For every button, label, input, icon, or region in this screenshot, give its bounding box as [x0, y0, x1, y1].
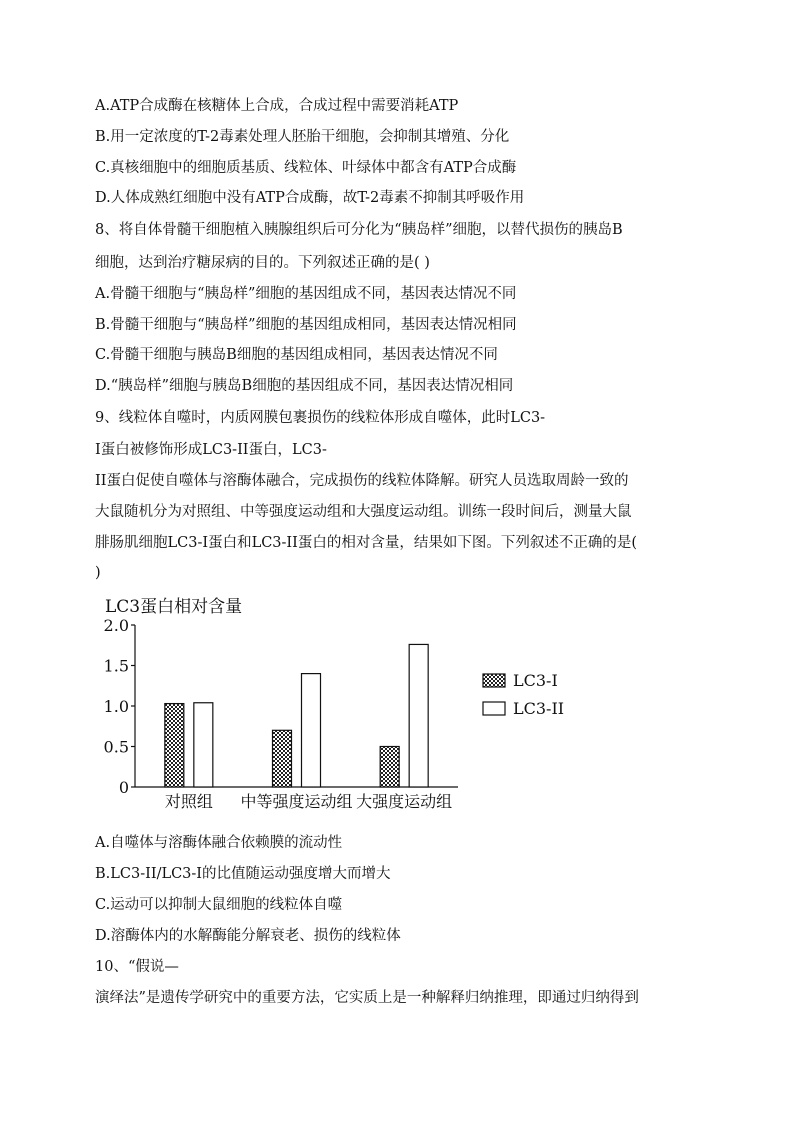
q9-option-c: C.运动可以抑制大鼠细胞的线粒体自噬: [95, 897, 343, 913]
chart-bar: [302, 674, 321, 787]
q9-stem-line-2: I蛋白被修饰形成LC3-II蛋白，LC3-: [95, 442, 327, 458]
chart-x-category-label: 大强度运动组: [356, 792, 453, 811]
q10-stem-line-2: 演绎法”是遗传学研究中的重要方法，它实质上是一种解释归纳推理，即通过归纳得到: [95, 990, 639, 1006]
q7-option-b: B.用一定浓度的T-2毒素处理人胚胎干细胞，会抑制其增殖、分化: [95, 129, 510, 145]
chart-y-tick-label: 1.0: [103, 697, 129, 716]
legend-swatch: [483, 674, 505, 687]
chart-y-tick-label: 0: [118, 778, 129, 797]
q9-stem-line-4: 大鼠随机分为对照组、中等强度运动组和大强度运动组。训练一段时间后，测量大鼠: [95, 504, 632, 520]
q8-option-d: D.“胰岛样”细胞与胰岛B细胞的基因组成不同，基因表达情况相同: [95, 378, 514, 394]
q8-stem-line-1: 8、将自体骨髓干细胞植入胰腺组织后可分化为“胰岛样”细胞，以替代损伤的胰岛B: [95, 222, 623, 238]
legend-label: LC3-II: [513, 699, 565, 718]
chart-y-tick-label: 1.5: [103, 656, 129, 676]
q8-option-b: B.骨髓干细胞与“胰岛样”细胞的基因组成相同，基因表达情况相同: [95, 317, 517, 333]
q9-stem-line-1: 9、线粒体自噬时，内质网膜包裹损伤的线粒体形成自噬体，此时LC3-: [95, 410, 546, 426]
legend-swatch: [483, 702, 505, 715]
chart-bar: [165, 704, 184, 787]
q9-option-d: D.溶酶体内的水解酶能分解衰老、损伤的线粒体: [95, 928, 401, 944]
chart-bar: [409, 644, 428, 787]
q9-option-b: B.LC3-II/LC3-I的比值随运动强度增大而增大: [95, 866, 391, 882]
q9-stem-line-3: II蛋白促使自噬体与溶酶体融合，完成损伤的线粒体降解。研究人员选取周龄一致的: [95, 473, 629, 489]
chart-bar: [380, 747, 399, 788]
chart-bar: [273, 730, 292, 787]
chart-legend: [483, 671, 564, 718]
chart-x-category-label: 中等强度运动组: [240, 792, 353, 811]
q8-option-c: C.骨髓干细胞与胰岛B细胞的基因组成相同，基因表达情况不同: [95, 347, 498, 363]
q7-option-a: A.ATP合成酶在核糖体上合成，合成过程中需要消耗ATP: [95, 98, 459, 114]
chart-y-tick-label: 0.5: [103, 737, 129, 757]
chart-bar: [194, 703, 213, 787]
q10-stem-line-1: 10、“假说—: [95, 959, 179, 975]
q7-option-c: C.真核细胞中的细胞质基质、线粒体、叶绿体中都含有ATP合成酶: [95, 160, 517, 176]
q9-stem-line-6: ): [95, 565, 101, 581]
q7-option-d: D.人体成熟红细胞中没有ATP合成酶，故T-2毒素不抑制其呼吸作用: [95, 190, 525, 206]
q9-stem-line-5: 腓肠肌细胞LC3-I蛋白和LC3-II蛋白的相对含量，结果如下图。下列叙述不正确的是(: [95, 535, 638, 551]
chart-bars: [165, 644, 428, 787]
chart-ylabel: LC3蛋白相对含量: [105, 597, 243, 617]
q8-stem-line-2: 细胞，达到治疗糖尿病的目的。下列叙述正确的是( ): [95, 255, 430, 271]
lc3-bar-chart: [95, 590, 615, 822]
q8-option-a: A.骨髓干细胞与“胰岛样”细胞的基因组成不同，基因表达情况不同: [95, 286, 517, 302]
legend-label: LC3-I: [513, 671, 558, 690]
chart-x-category-label: 对照组: [164, 792, 213, 811]
chart-y-tick-label: 2.0: [103, 616, 129, 635]
q9-option-a: A.自噬体与溶酶体融合依赖膜的流动性: [95, 835, 343, 851]
